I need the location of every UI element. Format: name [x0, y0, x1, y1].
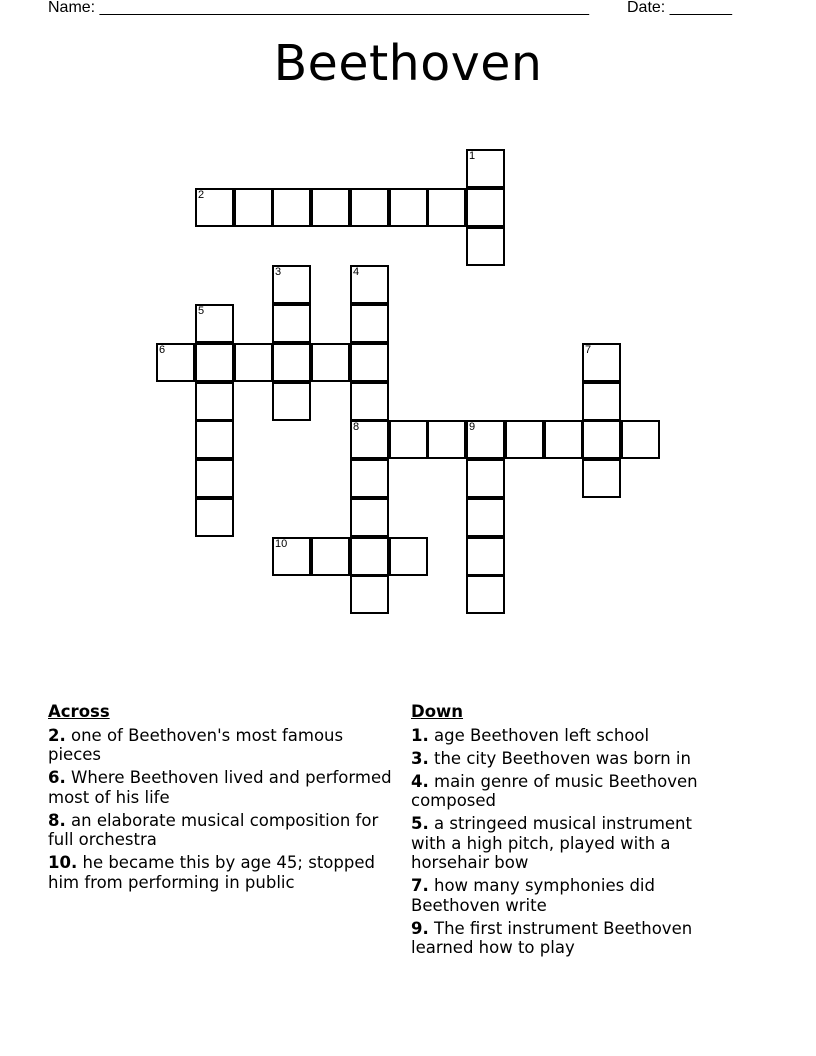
crossword-cell[interactable]: [272, 304, 311, 343]
down-heading: Down: [411, 702, 464, 721]
clue-item: [411, 726, 731, 746]
cell-number: 7: [585, 344, 592, 356]
clue-item: [48, 726, 398, 765]
crossword-cell[interactable]: [195, 420, 234, 459]
crossword-cell[interactable]: [350, 420, 389, 459]
clue-text: age Beethoven left school: [434, 725, 650, 745]
crossword-cell[interactable]: [350, 537, 389, 576]
clue-number: 10.: [48, 853, 78, 872]
crossword-cell[interactable]: [195, 188, 234, 227]
crossword-cell[interactable]: [389, 188, 428, 227]
clue-number: 3.: [411, 748, 429, 768]
clue-item: [48, 768, 398, 807]
crossword-cell[interactable]: [350, 304, 389, 343]
down-clue-list: [411, 726, 731, 958]
crossword-cell[interactable]: [582, 459, 621, 498]
clue-item: [411, 749, 731, 769]
crossword-cell[interactable]: [544, 420, 583, 459]
clue-number: 6.: [48, 768, 66, 787]
crossword-cell[interactable]: [621, 420, 660, 459]
crossword-cell[interactable]: [350, 498, 389, 537]
crossword-cell[interactable]: [466, 188, 505, 227]
crossword-cell[interactable]: [195, 459, 234, 498]
crossword-cell[interactable]: [311, 188, 350, 227]
clue-text: an elaborate musical composition for full orchestra: [48, 810, 379, 849]
crossword-cell[interactable]: [234, 343, 273, 382]
clue-item: [48, 853, 398, 892]
crossword-cell[interactable]: [195, 382, 234, 421]
crossword-cell[interactable]: [195, 498, 234, 537]
crossword-cell[interactable]: [350, 188, 389, 227]
clue-text: he became this by age 45; stopped him from performing in public: [48, 853, 375, 892]
clue-text: Where Beethoven lived and performed most of his life: [48, 768, 392, 807]
clue-text: main genre of music Beethoven composed: [411, 771, 698, 810]
crossword-cell[interactable]: [389, 537, 428, 576]
crossword-cell[interactable]: [311, 537, 350, 576]
cell-number: 8: [353, 421, 360, 433]
across-clue-list: [48, 726, 398, 893]
across-heading: Across: [48, 702, 110, 721]
clue-number: 4.: [411, 771, 429, 791]
clue-item: [411, 919, 731, 958]
crossword-cell[interactable]: [272, 382, 311, 421]
across-clues: [48, 702, 398, 896]
clue-item: [48, 811, 398, 850]
crossword-cell[interactable]: [466, 575, 505, 614]
clue-text: The first instrument Beethoven learned how to play: [411, 918, 693, 957]
crossword-cell[interactable]: [466, 227, 505, 266]
crossword-cell[interactable]: [389, 420, 428, 459]
crossword-cell[interactable]: [272, 537, 311, 576]
cell-number: 1: [469, 150, 476, 162]
clue-text: the city Beethoven was born in: [434, 748, 691, 768]
clue-item: [411, 772, 731, 811]
clue-number: 7.: [411, 876, 429, 895]
crossword-cell[interactable]: [505, 420, 544, 459]
crossword-cell[interactable]: [582, 343, 621, 382]
crossword-cell[interactable]: [350, 459, 389, 498]
crossword-cell[interactable]: [350, 265, 389, 304]
crossword-cell[interactable]: [466, 149, 505, 188]
clue-text: one of Beethoven's most famous pieces: [48, 725, 344, 764]
clue-item: [411, 876, 731, 915]
crossword-cell[interactable]: [427, 188, 466, 227]
crossword-cell[interactable]: [272, 188, 311, 227]
crossword-cell[interactable]: [350, 343, 389, 382]
crossword-cell[interactable]: [466, 498, 505, 537]
crossword-cell[interactable]: [427, 420, 466, 459]
cell-number: 5: [198, 305, 205, 317]
cell-number: 9: [469, 421, 476, 433]
crossword-cell[interactable]: [466, 459, 505, 498]
crossword-cell[interactable]: [466, 420, 505, 459]
clue-number: 1.: [411, 725, 429, 745]
crossword-cell[interactable]: [311, 343, 350, 382]
clue-text: how many symphonies did Beethoven write: [411, 876, 655, 915]
name-field[interactable]: Name: _______________________________________________________: [48, 0, 589, 16]
crossword-cell[interactable]: [156, 343, 195, 382]
crossword-cell[interactable]: [195, 343, 234, 382]
clue-number: 8.: [48, 810, 66, 830]
crossword-cell[interactable]: [272, 343, 311, 382]
cell-number: 2: [198, 189, 205, 201]
cell-number: 4: [353, 266, 360, 278]
crossword-cell[interactable]: [195, 304, 234, 343]
crossword-cell[interactable]: [272, 265, 311, 304]
clue-number: 5.: [411, 814, 429, 833]
crossword-cell[interactable]: [350, 382, 389, 421]
crossword-cell[interactable]: [582, 420, 621, 459]
cell-number: 10: [275, 538, 288, 550]
crossword-cell[interactable]: [582, 382, 621, 421]
crossword-cell[interactable]: [466, 537, 505, 576]
crossword-cell[interactable]: [234, 188, 273, 227]
clue-text: a stringeed musical instrument with a high pitch, played with a horsehair bow: [411, 814, 692, 872]
crossword-cell[interactable]: [350, 575, 389, 614]
date-field[interactable]: Date: _______: [627, 0, 732, 16]
clue-number: 2.: [48, 725, 66, 745]
down-clues: [411, 702, 731, 961]
clue-number: 9.: [411, 918, 429, 938]
cell-number: 3: [275, 266, 282, 278]
cell-number: 6: [159, 344, 166, 356]
page-title: Beethoven: [273, 35, 543, 92]
clue-item: [411, 814, 731, 873]
